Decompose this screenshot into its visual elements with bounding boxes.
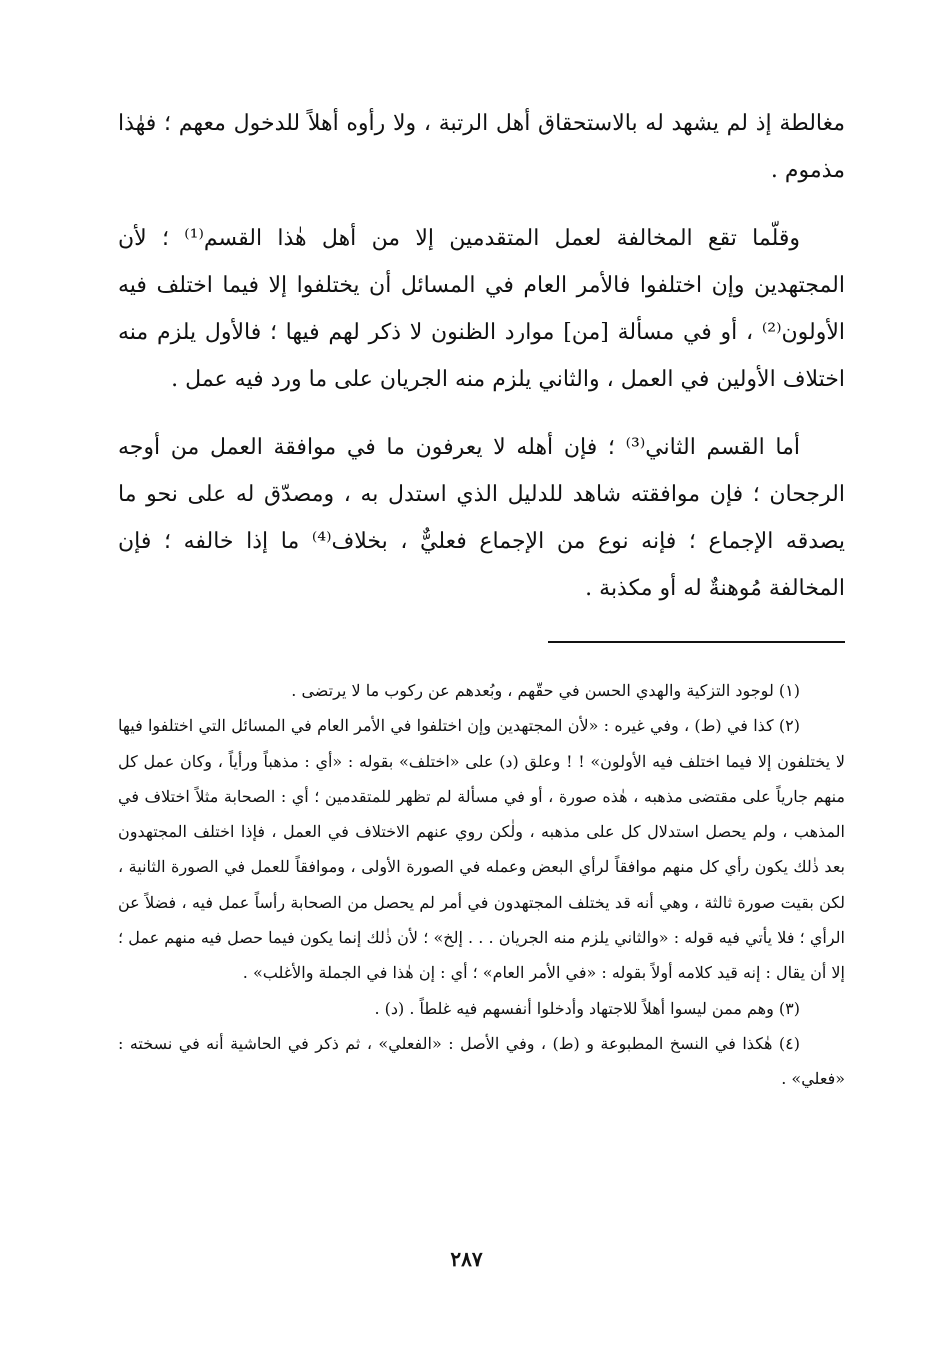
paragraph-2: وقلّما تقع المخالفة لعمل المتقدمين إلا من أهل هٰذا القسم⁽¹⁾ ؛ لأن المجتهدين وإن اختلفوا فالأمر العام في المسائل أن يختلفوا إلا فيما اختلف فيه الأولون⁽²⁾ ، أو في مسألة [من] موارد الظنون لا ذكر لهم فيها ؛ فالأول يلزم منه اختلاف الأولين في العمل ، والثاني يلزم منه الجريان على ما ورد فيه عمل . <box>118 226 845 392</box>
footnote-1: (١) لوجود التزكية والهدي الحسن في حقّهم ، وبُعدهم عن ركوب ما لا يرتضى . <box>291 681 800 700</box>
footnote-2: (٢) كذا في (ط) ، وفي غيره : «لأن المجتهدين وإن اختلفوا في الأمر العام في المسائل التي اختلفوا فيها لا يختلفون إلا فيما اختلف فيه الأولون» ! ! وعلق (د) على «اختلف» بقوله : «أي : مذهباً ورأياً ، وكان عمل كل منهم جارياً على مقتضى مذهبه ، هٰذه صورة ، أو في مسألة لم تظهر للمتقدمين ؛ أي : الصحابة مثلاً اختلاف في المذهب ، ولم يحصل استدلال كل على مذهبه ، ولٰكن روي عنهم الاختلاف في العمل ، فإذا اختلف المجتهدون بعد ذٰلك يكون رأي كل منهم موافقاً لرأي البعض وعمله في الصورة الأولى ، وموافقاً للعمل في الصورة الثانية ، لكن بقيت صورة ثالثة ، وهي أنه قد يختلف المجتهدون في أمر لم يحصل من الصحابة رأساً عمل فيه ، فضلاً عن الرأي ؛ فلا يأتي فيه قوله : «والثاني يلزم منه الجريان . . . إلخ» ؛ لأن ذٰلك إنما يكون فيما حصل فيه منهم عمل ؛ إلا أن يقال : إنه قيد كلامه أولاً بقوله : «في الأمر العام» ؛ أي : إن هٰذا في الجملة والأغلب» . <box>118 716 846 983</box>
footnote-3: (٣) وهم ممن ليسوا أهلاً للاجتهاد وأدخلوا أنفسهم فيه غلطاً . (د) . <box>374 998 800 1018</box>
footnote-4: (٤) هٰكذا في النسخ المطبوعة و (ط) ، وفي الأصل : «الفعلي» ، ثم ذكر في الحاشية أنه في نسخته : «فعلي» . <box>118 1033 845 1089</box>
page-number: ٢٨٧ <box>450 1247 483 1271</box>
main-text <box>118 100 845 633</box>
paragraph-1: مغالطة إذ لم يشهد له بالاستحقاق أهل الرتبة ، ولا رأوه أهلاً للدخول معهم ؛ فهٰذا مذموم . <box>118 111 845 183</box>
footnotes <box>118 673 845 1097</box>
footnote-separator <box>548 641 845 643</box>
paragraph-3: أما القسم الثاني⁽³⁾ ؛ فإن أهله لا يعرفون ما في موافقة العمل من أوجه الرجحان ؛ فإن موافقته شاهد للدليل الذي استدل به ، ومصدّق له على نحو ما يصدقه الإجماع ؛ فإنه نوع من الإجماع فعليٌّ ، بخلاف⁽⁴⁾ ما إذا خالفه ؛ فإن المخالفة مُوهنةٌ له أو مكذبة . <box>118 435 845 601</box>
